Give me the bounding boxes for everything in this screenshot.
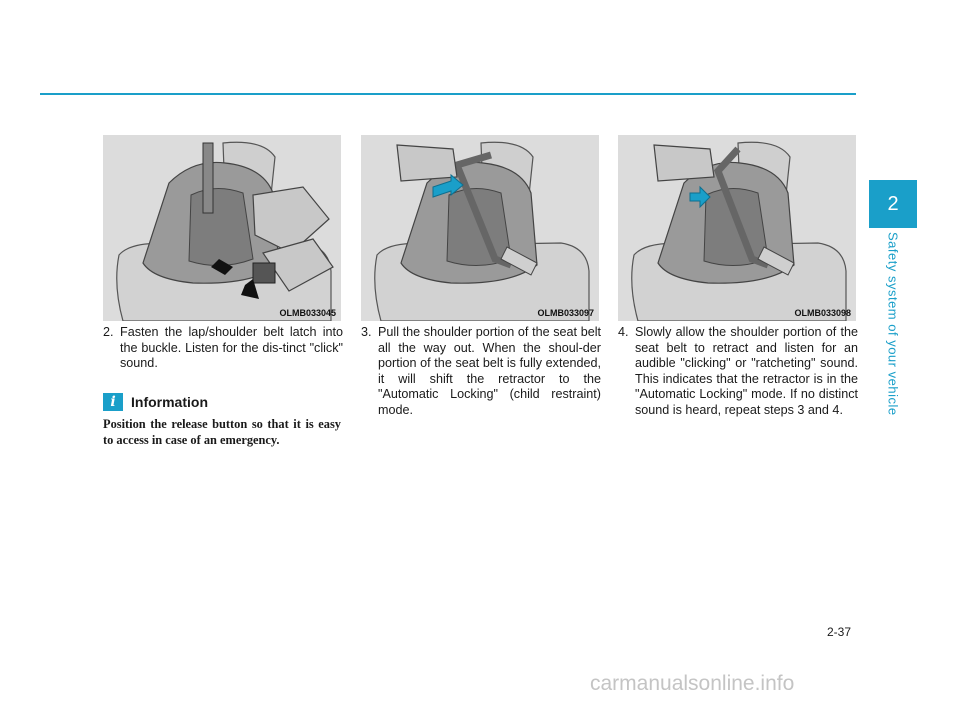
figure-retract-belt <box>618 135 856 321</box>
information-header <box>103 393 208 411</box>
figure-code: OLMB033098 <box>794 308 851 318</box>
child-seat-pull-belt-illustration <box>361 135 599 321</box>
step-number: 4. <box>618 325 629 339</box>
step-text: Slowly allow the shoulder portion of the seat belt to retract and listen for an audible "clicking" or "ratcheting" sound. This indicates that the retractor is in the "Automatic Locking" mode. If no distinct sound is heard, repeat steps 3 and 4. <box>635 325 858 417</box>
information-icon: i <box>103 393 123 411</box>
step-3 <box>361 325 601 418</box>
step-2 <box>103 325 343 372</box>
information-title: Information <box>131 394 208 410</box>
step-number: 3. <box>361 325 372 339</box>
chapter-tab: 2 <box>869 180 917 228</box>
figure-code: OLMB033097 <box>537 308 594 318</box>
step-4 <box>618 325 858 418</box>
child-seat-buckle-illustration <box>103 135 341 321</box>
information-body: Position the release button so that it is easy to access in case of an emergency. <box>103 417 341 447</box>
figure-code: OLMB033045 <box>279 308 336 318</box>
step-number: 2. <box>103 325 114 339</box>
figure-pull-belt <box>361 135 599 321</box>
child-seat-retract-belt-illustration <box>618 135 856 321</box>
figure-fasten-buckle <box>103 135 341 321</box>
watermark: carmanualsonline.info <box>590 672 795 695</box>
page-number: 2-37 <box>827 625 852 639</box>
top-rule <box>40 93 856 95</box>
step-text: Pull the shoulder portion of the seat belt all the way out. When the shoul-der portion of the seat belt is fully extended, it will shift the retractor to the "Automatic Locking" (child restraint) mode. <box>378 325 601 417</box>
chapter-side-title: Safety system of your vehicle <box>885 232 901 416</box>
step-text: Fasten the lap/shoulder belt latch into the buckle. Listen for the dis-tinct "click" sound. <box>120 325 343 370</box>
